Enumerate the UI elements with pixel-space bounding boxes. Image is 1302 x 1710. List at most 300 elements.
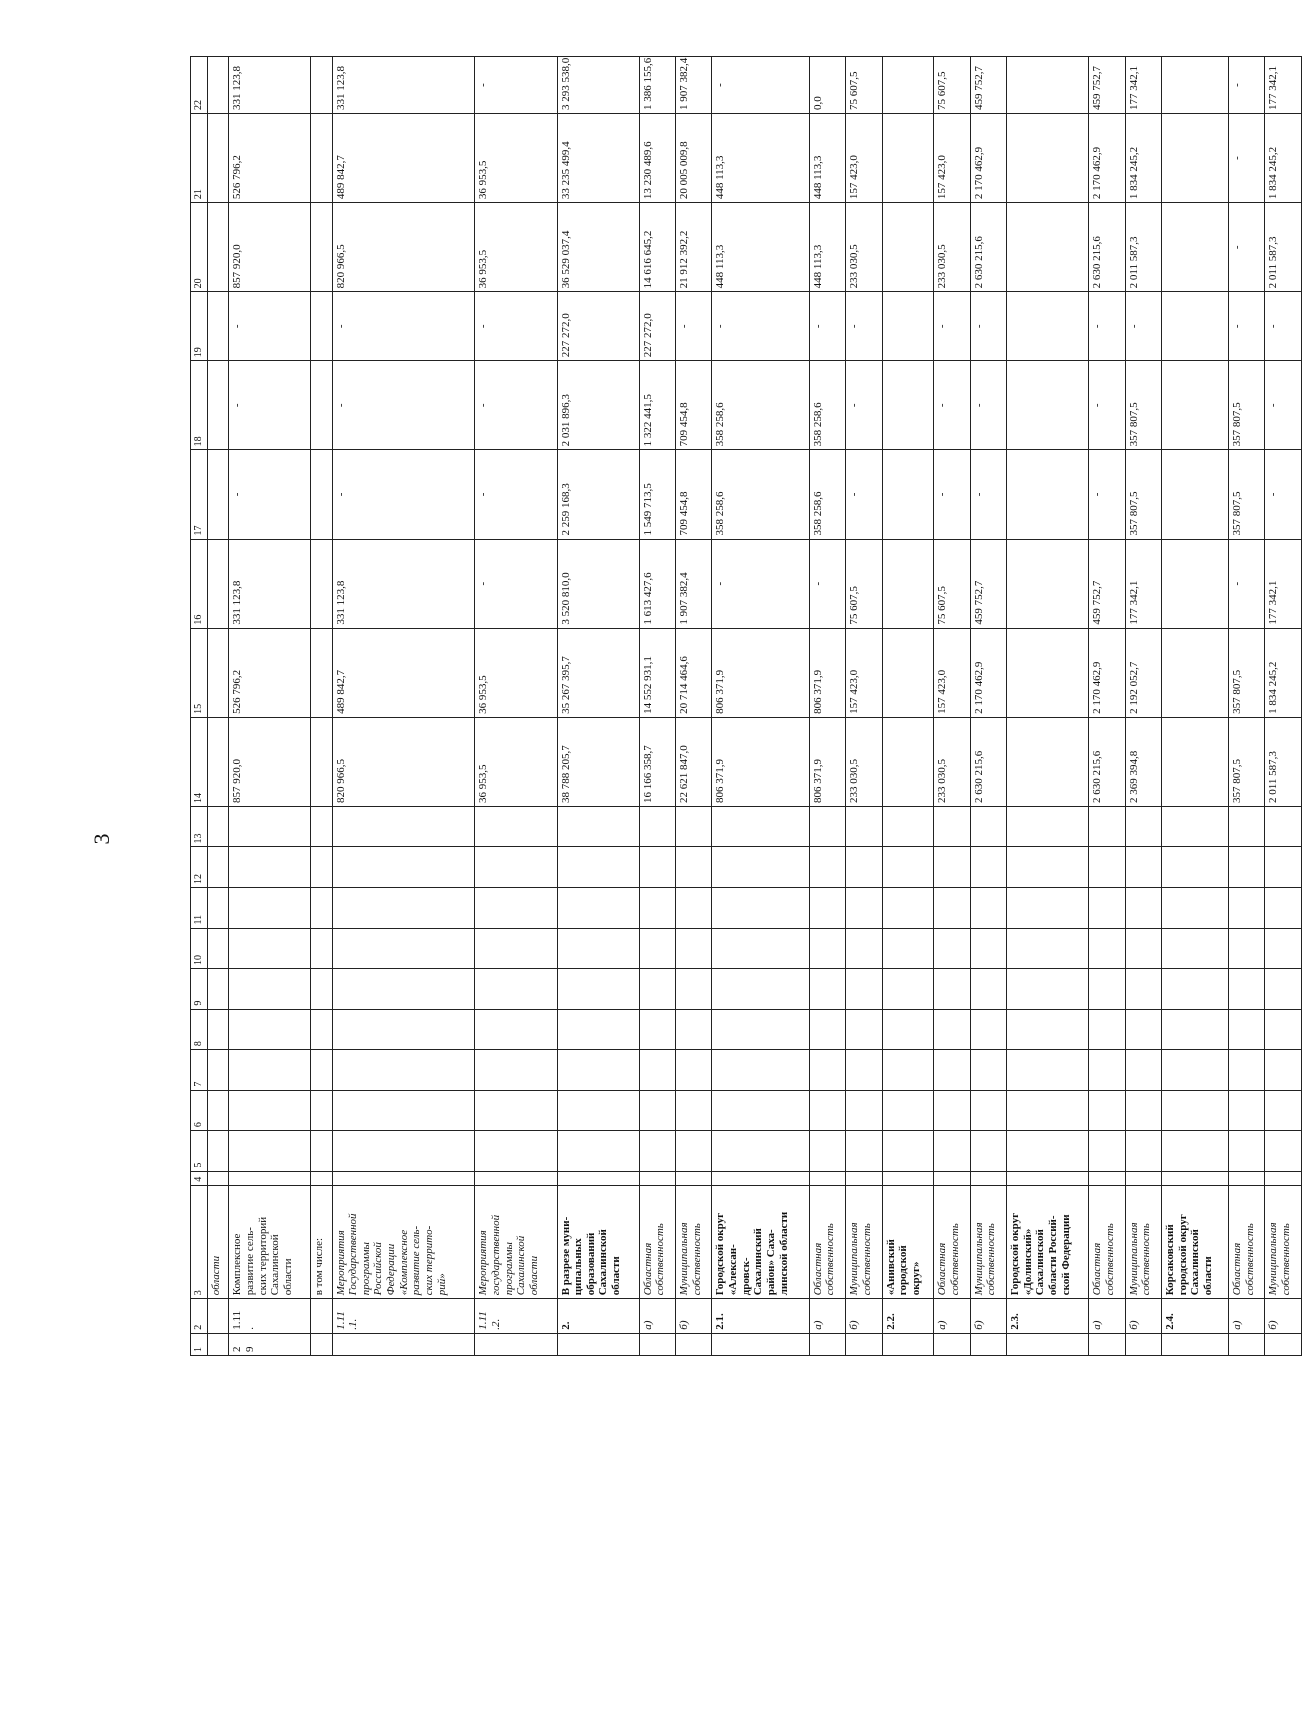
empty-cell xyxy=(882,1009,934,1050)
value-cell-col-22: 1 907 382,4 xyxy=(676,57,712,114)
empty-cell xyxy=(882,1131,934,1172)
row-label-cell: Муниципальная собственность xyxy=(1265,1185,1302,1298)
table-row xyxy=(676,57,712,1356)
empty-cell xyxy=(1125,1131,1161,1172)
empty-cell xyxy=(557,928,639,969)
empty-cell xyxy=(311,928,332,969)
column-number-21: 21 xyxy=(191,114,208,203)
value-cell-col-14 xyxy=(208,717,229,806)
empty-cell xyxy=(846,888,882,929)
value-cell-col-22: 75 607,5 xyxy=(846,57,882,114)
column-number-3: 3 xyxy=(191,1185,208,1298)
value-cell-col-19: - xyxy=(475,292,557,361)
value-cell-col-20: 36 953,5 xyxy=(475,203,557,292)
column-number-6: 6 xyxy=(191,1090,208,1131)
value-cell-col-14: 233 030,5 xyxy=(846,717,882,806)
row-number-cell: а) xyxy=(639,1299,675,1333)
value-cell-col-15 xyxy=(882,628,934,717)
table-row xyxy=(809,57,845,1356)
empty-cell xyxy=(934,1090,970,1131)
empty-cell xyxy=(676,1171,712,1185)
empty-cell xyxy=(1228,928,1264,969)
empty-cell xyxy=(934,1009,970,1050)
value-cell-col-18: 2 031 896,3 xyxy=(557,361,639,450)
value-cell-col-18: - xyxy=(934,361,970,450)
empty-cell xyxy=(1089,1050,1125,1091)
empty-cell xyxy=(1089,1171,1125,1185)
empty-cell xyxy=(846,1090,882,1131)
empty-cell xyxy=(1265,969,1302,1010)
column-number-8: 8 xyxy=(191,1009,208,1050)
empty-cell xyxy=(809,806,845,847)
empty-cell xyxy=(475,1090,557,1131)
value-cell-col-22 xyxy=(882,57,934,114)
empty-cell xyxy=(557,1009,639,1050)
value-cell-col-17 xyxy=(311,450,332,539)
table-row xyxy=(1265,57,1302,1356)
value-cell-col-15: 14 552 931,1 xyxy=(639,628,675,717)
empty-cell xyxy=(970,1131,1006,1172)
table-row xyxy=(311,57,332,1356)
value-cell-col-16: 177 342,1 xyxy=(1265,539,1302,628)
value-cell-col-18 xyxy=(1162,361,1229,450)
empty-cell xyxy=(311,969,332,1010)
value-cell-col-20: 2 011 587,3 xyxy=(1265,203,1302,292)
empty-cell xyxy=(1007,847,1089,888)
table-row xyxy=(1125,57,1161,1356)
row-number-cell: 2. xyxy=(557,1299,639,1333)
empty-cell xyxy=(475,1131,557,1172)
value-cell-col-19 xyxy=(1162,292,1229,361)
value-cell-col-14: 857 920,0 xyxy=(229,717,311,806)
value-cell-col-22: 459 752,7 xyxy=(970,57,1006,114)
empty-cell xyxy=(882,969,934,1010)
empty-cell xyxy=(970,969,1006,1010)
value-cell-col-14 xyxy=(882,717,934,806)
value-cell-col-16: 459 752,7 xyxy=(970,539,1006,628)
empty-cell xyxy=(712,888,809,929)
empty-cell xyxy=(311,1131,332,1172)
value-cell-col-14: 22 621 847,0 xyxy=(676,717,712,806)
empty-cell xyxy=(970,847,1006,888)
empty-cell xyxy=(229,928,311,969)
empty-cell xyxy=(332,1171,475,1185)
empty-cell xyxy=(311,1171,332,1185)
empty-cell xyxy=(934,928,970,969)
value-cell-col-14: 16 166 358,7 xyxy=(639,717,675,806)
empty-cell xyxy=(809,847,845,888)
empty-cell xyxy=(809,969,845,1010)
empty-cell xyxy=(208,1050,229,1091)
empty-cell xyxy=(557,1050,639,1091)
value-cell-col-19: - xyxy=(1089,292,1125,361)
value-cell-col-15 xyxy=(311,628,332,717)
empty-cell xyxy=(809,1009,845,1050)
value-cell-col-16 xyxy=(1007,539,1089,628)
empty-cell xyxy=(557,969,639,1010)
value-cell-col-19: 227 272,0 xyxy=(639,292,675,361)
value-cell-col-19: - xyxy=(712,292,809,361)
value-cell-col-22: 1 386 155,6 xyxy=(639,57,675,114)
value-cell-col-18: - xyxy=(970,361,1006,450)
row-label-cell: В разрезе муни- ципальных образований Сахалинской области xyxy=(557,1185,639,1298)
empty-cell xyxy=(712,806,809,847)
table-body xyxy=(208,57,1302,1356)
row-index-cell xyxy=(639,1333,675,1355)
table-row xyxy=(846,57,882,1356)
empty-cell xyxy=(229,1090,311,1131)
column-number-12: 12 xyxy=(191,847,208,888)
column-number-row xyxy=(191,57,208,1356)
empty-cell xyxy=(1007,928,1089,969)
row-index-cell xyxy=(1162,1333,1229,1355)
value-cell-col-14: 233 030,5 xyxy=(934,717,970,806)
empty-cell xyxy=(712,1090,809,1131)
value-cell-col-15: 806 371,9 xyxy=(712,628,809,717)
table-row xyxy=(712,57,809,1356)
value-cell-col-15: 489 842,7 xyxy=(332,628,475,717)
empty-cell xyxy=(1125,1009,1161,1050)
row-index-cell xyxy=(332,1333,475,1355)
row-index-cell xyxy=(676,1333,712,1355)
value-cell-col-18: - xyxy=(332,361,475,450)
empty-cell xyxy=(557,1171,639,1185)
row-number-cell: б) xyxy=(1125,1299,1161,1333)
empty-cell xyxy=(882,806,934,847)
row-index-cell xyxy=(557,1333,639,1355)
column-number-11: 11 xyxy=(191,888,208,929)
value-cell-col-20: 2 630 215,6 xyxy=(1089,203,1125,292)
value-cell-col-16: 177 342,1 xyxy=(1125,539,1161,628)
row-label-cell: Областная собственность xyxy=(934,1185,970,1298)
value-cell-col-15: 20 714 464,6 xyxy=(676,628,712,717)
table-row xyxy=(1089,57,1125,1356)
value-cell-col-22: 0,0 xyxy=(809,57,845,114)
empty-cell xyxy=(639,888,675,929)
value-cell-col-19: - xyxy=(676,292,712,361)
value-cell-col-16: 3 520 810,0 xyxy=(557,539,639,628)
column-number-1: 1 xyxy=(191,1333,208,1355)
value-cell-col-17: - xyxy=(934,450,970,539)
empty-cell xyxy=(809,1090,845,1131)
empty-cell xyxy=(1007,888,1089,929)
empty-cell xyxy=(1265,1090,1302,1131)
value-cell-col-16: - xyxy=(1228,539,1264,628)
value-cell-col-22 xyxy=(1007,57,1089,114)
empty-cell xyxy=(1265,847,1302,888)
row-index-cell xyxy=(846,1333,882,1355)
value-cell-col-17: - xyxy=(1265,450,1302,539)
value-cell-col-20: 233 030,5 xyxy=(846,203,882,292)
empty-cell xyxy=(1265,888,1302,929)
value-cell-col-21 xyxy=(208,114,229,203)
empty-cell xyxy=(639,1050,675,1091)
value-cell-col-21: 2 170 462,9 xyxy=(1089,114,1125,203)
empty-cell xyxy=(1265,1131,1302,1172)
row-index-cell xyxy=(1089,1333,1125,1355)
value-cell-col-22 xyxy=(311,57,332,114)
empty-cell xyxy=(208,1009,229,1050)
empty-cell xyxy=(1228,969,1264,1010)
value-cell-col-17: - xyxy=(1089,450,1125,539)
empty-cell xyxy=(229,888,311,929)
empty-cell xyxy=(332,806,475,847)
row-label-cell: Муниципальная собственность xyxy=(676,1185,712,1298)
row-number-cell xyxy=(311,1299,332,1333)
empty-cell xyxy=(332,1131,475,1172)
empty-cell xyxy=(846,1050,882,1091)
empty-cell xyxy=(639,806,675,847)
value-cell-col-19: - xyxy=(970,292,1006,361)
empty-cell xyxy=(1228,1090,1264,1131)
value-cell-col-21 xyxy=(311,114,332,203)
value-cell-col-20 xyxy=(208,203,229,292)
empty-cell xyxy=(639,969,675,1010)
value-cell-col-15: 157 423,0 xyxy=(846,628,882,717)
column-number-9: 9 xyxy=(191,969,208,1010)
table-row xyxy=(1007,57,1089,1356)
empty-cell xyxy=(676,969,712,1010)
empty-cell xyxy=(639,1171,675,1185)
row-number-cell: 2.3. xyxy=(1007,1299,1089,1333)
value-cell-col-16 xyxy=(208,539,229,628)
table-row xyxy=(1162,57,1229,1356)
column-number-18: 18 xyxy=(191,361,208,450)
empty-cell xyxy=(1125,1171,1161,1185)
empty-cell xyxy=(557,806,639,847)
table-row xyxy=(229,57,311,1356)
row-index-cell xyxy=(809,1333,845,1355)
column-number-15: 15 xyxy=(191,628,208,717)
empty-cell xyxy=(208,806,229,847)
row-number-cell xyxy=(208,1299,229,1333)
empty-cell xyxy=(1125,928,1161,969)
empty-cell xyxy=(712,1171,809,1185)
value-cell-col-21: 33 235 499,4 xyxy=(557,114,639,203)
row-index-cell xyxy=(475,1333,557,1355)
empty-cell xyxy=(639,1090,675,1131)
row-number-cell: 2.4. xyxy=(1162,1299,1229,1333)
value-cell-col-19 xyxy=(208,292,229,361)
value-cell-col-18: - xyxy=(1265,361,1302,450)
empty-cell xyxy=(934,806,970,847)
value-cell-col-14 xyxy=(1007,717,1089,806)
empty-cell xyxy=(229,1131,311,1172)
value-cell-col-19 xyxy=(1007,292,1089,361)
value-cell-col-21: 157 423,0 xyxy=(846,114,882,203)
column-number-17: 17 xyxy=(191,450,208,539)
value-cell-col-16: 331 123,8 xyxy=(332,539,475,628)
value-cell-col-19: - xyxy=(229,292,311,361)
row-label-cell: Корсаковский городской округ Сахалинской области xyxy=(1162,1185,1229,1298)
empty-cell xyxy=(208,1171,229,1185)
table-row xyxy=(1228,57,1264,1356)
value-cell-col-22: - xyxy=(1228,57,1264,114)
empty-cell xyxy=(1162,1131,1229,1172)
empty-cell xyxy=(882,928,934,969)
empty-cell xyxy=(1007,1050,1089,1091)
value-cell-col-18: 357 807,5 xyxy=(1125,361,1161,450)
empty-cell xyxy=(1162,1050,1229,1091)
value-cell-col-14 xyxy=(1162,717,1229,806)
value-cell-col-17: 709 454,8 xyxy=(676,450,712,539)
value-cell-col-21: 2 170 462,9 xyxy=(970,114,1006,203)
empty-cell xyxy=(639,847,675,888)
value-cell-col-17: 357 807,5 xyxy=(1125,450,1161,539)
value-cell-col-15: 806 371,9 xyxy=(809,628,845,717)
empty-cell xyxy=(639,1131,675,1172)
empty-cell xyxy=(475,1050,557,1091)
value-cell-col-21: - xyxy=(1228,114,1264,203)
empty-cell xyxy=(712,969,809,1010)
value-cell-col-18: - xyxy=(229,361,311,450)
empty-cell xyxy=(208,888,229,929)
row-number-cell: б) xyxy=(1265,1299,1302,1333)
budget-table xyxy=(190,56,1302,1356)
empty-cell xyxy=(639,1009,675,1050)
value-cell-col-20: 2 630 215,6 xyxy=(970,203,1006,292)
empty-cell xyxy=(676,1050,712,1091)
empty-cell xyxy=(846,1171,882,1185)
table-row xyxy=(639,57,675,1356)
empty-cell xyxy=(332,928,475,969)
value-cell-col-20 xyxy=(1007,203,1089,292)
value-cell-col-14 xyxy=(311,717,332,806)
table-row xyxy=(557,57,639,1356)
empty-cell xyxy=(970,1009,1006,1050)
value-cell-col-19 xyxy=(882,292,934,361)
empty-cell xyxy=(1162,1171,1229,1185)
empty-cell xyxy=(809,888,845,929)
row-index-cell xyxy=(1125,1333,1161,1355)
empty-cell xyxy=(846,847,882,888)
table-row xyxy=(934,57,970,1356)
value-cell-col-22: 459 752,7 xyxy=(1089,57,1125,114)
value-cell-col-16: 1 613 427,6 xyxy=(639,539,675,628)
value-cell-col-19: 227 272,0 xyxy=(557,292,639,361)
value-cell-col-14: 38 788 205,7 xyxy=(557,717,639,806)
empty-cell xyxy=(557,1131,639,1172)
empty-cell xyxy=(882,888,934,929)
row-label-cell: Городской округ «Долинский» Сахалинской области Россий- ской Федерации xyxy=(1007,1185,1089,1298)
empty-cell xyxy=(1007,1009,1089,1050)
empty-cell xyxy=(970,1171,1006,1185)
empty-cell xyxy=(311,1090,332,1131)
value-cell-col-20: 448 113,3 xyxy=(712,203,809,292)
row-label-cell: Областная собственность xyxy=(809,1185,845,1298)
value-cell-col-21: 36 953,5 xyxy=(475,114,557,203)
value-cell-col-14: 806 371,9 xyxy=(712,717,809,806)
empty-cell xyxy=(1228,1131,1264,1172)
empty-cell xyxy=(882,1090,934,1131)
row-label-cell: Муниципальная собственность xyxy=(970,1185,1006,1298)
rotated-table-container xyxy=(190,56,1302,1356)
empty-cell xyxy=(1162,969,1229,1010)
empty-cell xyxy=(229,847,311,888)
empty-cell xyxy=(1089,1131,1125,1172)
empty-cell xyxy=(1228,1050,1264,1091)
empty-cell xyxy=(475,806,557,847)
empty-cell xyxy=(229,1171,311,1185)
value-cell-col-22: 177 342,1 xyxy=(1125,57,1161,114)
row-number-cell: а) xyxy=(1089,1299,1125,1333)
value-cell-col-15 xyxy=(208,628,229,717)
table-row xyxy=(208,57,229,1356)
value-cell-col-19: - xyxy=(846,292,882,361)
empty-cell xyxy=(676,1009,712,1050)
empty-cell xyxy=(1089,1090,1125,1131)
value-cell-col-15: 1 834 245,2 xyxy=(1265,628,1302,717)
value-cell-col-20: - xyxy=(1228,203,1264,292)
empty-cell xyxy=(1228,806,1264,847)
empty-cell xyxy=(475,969,557,1010)
value-cell-col-17 xyxy=(1007,450,1089,539)
empty-cell xyxy=(970,888,1006,929)
page-number: 3 xyxy=(89,833,114,845)
empty-cell xyxy=(676,1131,712,1172)
column-number-2: 2 xyxy=(191,1299,208,1333)
empty-cell xyxy=(934,888,970,929)
row-number-cell: а) xyxy=(1228,1299,1264,1333)
empty-cell xyxy=(1007,1131,1089,1172)
value-cell-col-17 xyxy=(882,450,934,539)
value-cell-col-18: - xyxy=(1089,361,1125,450)
empty-cell xyxy=(1162,888,1229,929)
value-cell-col-19: - xyxy=(1228,292,1264,361)
empty-cell xyxy=(712,928,809,969)
empty-cell xyxy=(934,1131,970,1172)
empty-cell xyxy=(332,888,475,929)
value-cell-col-18: - xyxy=(475,361,557,450)
value-cell-col-20 xyxy=(1162,203,1229,292)
row-label-cell: Муниципальная собственность xyxy=(1125,1185,1161,1298)
empty-cell xyxy=(229,1050,311,1091)
value-cell-col-16: 331 123,8 xyxy=(229,539,311,628)
value-cell-col-22 xyxy=(208,57,229,114)
empty-cell xyxy=(229,969,311,1010)
value-cell-col-16: - xyxy=(809,539,845,628)
row-index-cell xyxy=(970,1333,1006,1355)
value-cell-col-14: 2 369 394,8 xyxy=(1125,717,1161,806)
row-number-cell: 2.2. xyxy=(882,1299,934,1333)
value-cell-col-16 xyxy=(882,539,934,628)
value-cell-col-21: 1 834 245,2 xyxy=(1265,114,1302,203)
empty-cell xyxy=(712,1050,809,1091)
row-label-cell: «Анивский городской округ» xyxy=(882,1185,934,1298)
value-cell-col-22: - xyxy=(475,57,557,114)
empty-cell xyxy=(208,1090,229,1131)
value-cell-col-17: - xyxy=(846,450,882,539)
empty-cell xyxy=(1125,888,1161,929)
column-number-13: 13 xyxy=(191,806,208,847)
row-label-cell: Областная собственность xyxy=(1089,1185,1125,1298)
value-cell-col-17: - xyxy=(475,450,557,539)
empty-cell xyxy=(882,1171,934,1185)
value-cell-col-15 xyxy=(1162,628,1229,717)
empty-cell xyxy=(1162,847,1229,888)
row-label-cell: Мероприятия Государственной программы Российской Федерации «Комплексное развитие сель- ских террито- рий» xyxy=(332,1185,475,1298)
empty-cell xyxy=(1007,806,1089,847)
value-cell-col-14: 806 371,9 xyxy=(809,717,845,806)
row-number-cell: а) xyxy=(934,1299,970,1333)
empty-cell xyxy=(1007,969,1089,1010)
value-cell-col-21 xyxy=(1162,114,1229,203)
value-cell-col-21: 13 230 489,6 xyxy=(639,114,675,203)
table-row xyxy=(970,57,1006,1356)
value-cell-col-18 xyxy=(1007,361,1089,450)
empty-cell xyxy=(208,847,229,888)
table-row xyxy=(882,57,934,1356)
